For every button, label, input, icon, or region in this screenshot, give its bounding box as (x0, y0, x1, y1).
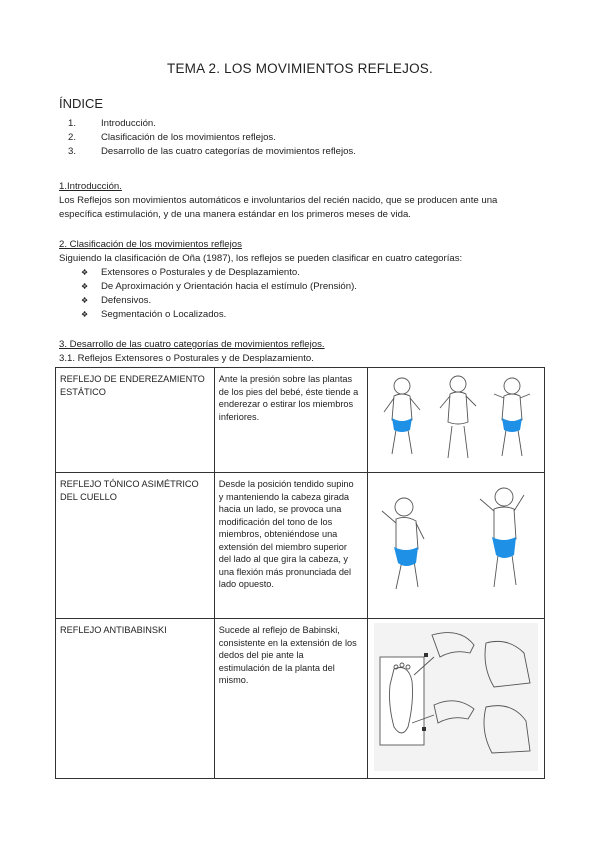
table-row (56, 368, 545, 473)
index-list (59, 117, 356, 159)
foot-sole-illustration (374, 623, 538, 771)
diamond-bullet-icon: ❖ (81, 282, 89, 291)
reflex-name-cell: REFLEJO DE ENDEREZAMIENTO ESTÁTICO (56, 368, 215, 473)
reflex-name-cell: REFLEJO ANTIBABINSKI (56, 619, 215, 779)
classification-heading: 2. Clasificación de los movimientos reflejos (59, 239, 242, 250)
list-item: ❖ Segmentación o Localizados. (81, 309, 227, 320)
index-heading: ÍNDICE (59, 96, 104, 111)
intro-heading: 1.Introducción. (59, 181, 122, 192)
intro-line-2: específica estimulación, y de una manera estándar en los primeros meses de vida. (59, 209, 411, 220)
table-row (56, 619, 545, 779)
reflex-image-cell (367, 473, 544, 619)
reflex-table (55, 367, 545, 779)
index-item: 3. Desarrollo de las cuatro categorías de movimientos reflejos. (68, 146, 356, 157)
classification-text: Siguiendo la clasificación de Oña (1987), los reflejos se pueden clasificar en cuatro categorías: (59, 253, 463, 264)
reflex-description-cell: Ante la presión sobre las plantas de los pies del bebé, éste tiende a enderezar o estirar los miembros inferiores. (214, 368, 367, 473)
page-title: TEMA 2. LOS MOVIMIENTOS REFLEJOS. (167, 61, 433, 76)
diamond-bullet-icon: ❖ (81, 268, 89, 277)
reflex-description-cell: Desde la posición tendido supino y manteniendo la cabeza girada hacia un lado, se provoca una modificación del tono de los miembros, obteniéndose una extensión del miembro superior del lado al que gira la cabeza, y una flexión más pronunciada del lado opuesto. (214, 473, 367, 619)
index-item: 1. Introducción. (68, 118, 156, 129)
intro-section (59, 180, 539, 222)
table-row (56, 473, 545, 619)
list-item: ❖ De Aproximación y Orientación hacia el estímulo (Prensión). (81, 281, 357, 292)
development-heading: 3. Desarrollo de las cuatro categorías de movimientos reflejos. (59, 339, 325, 350)
index-item: 2. Clasificación de los movimientos reflejos. (68, 132, 276, 143)
list-item: ❖ Extensores o Posturales y de Desplazamiento. (81, 267, 300, 278)
reflex-image-cell (367, 619, 544, 779)
reflex-description-cell: Sucede al reflejo de Babinski, consistente en la extensión de los dedos del pie ante la estimulación de la planta del mismo. (214, 619, 367, 779)
diamond-bullet-icon: ❖ (81, 296, 89, 305)
list-item: ❖ Defensivos. (81, 295, 152, 306)
intro-line-1: Los Reflejos son movimientos automáticos e involuntarios del recién nacido, que se producen ante una (59, 195, 498, 206)
diamond-bullet-icon: ❖ (81, 310, 89, 319)
classification-bullets (59, 266, 539, 322)
classification-section (59, 238, 539, 322)
baby-lying-illustration (374, 477, 538, 611)
development-subheading: 3.1. Reflejos Extensores o Posturales y de Desplazamiento. (59, 353, 314, 364)
reflex-image-cell (367, 368, 544, 473)
development-section (59, 338, 539, 366)
reflex-name-cell: REFLEJO TÓNICO ASIMÉTRICO DEL CUELLO (56, 473, 215, 619)
baby-standing-illustration (374, 372, 538, 464)
